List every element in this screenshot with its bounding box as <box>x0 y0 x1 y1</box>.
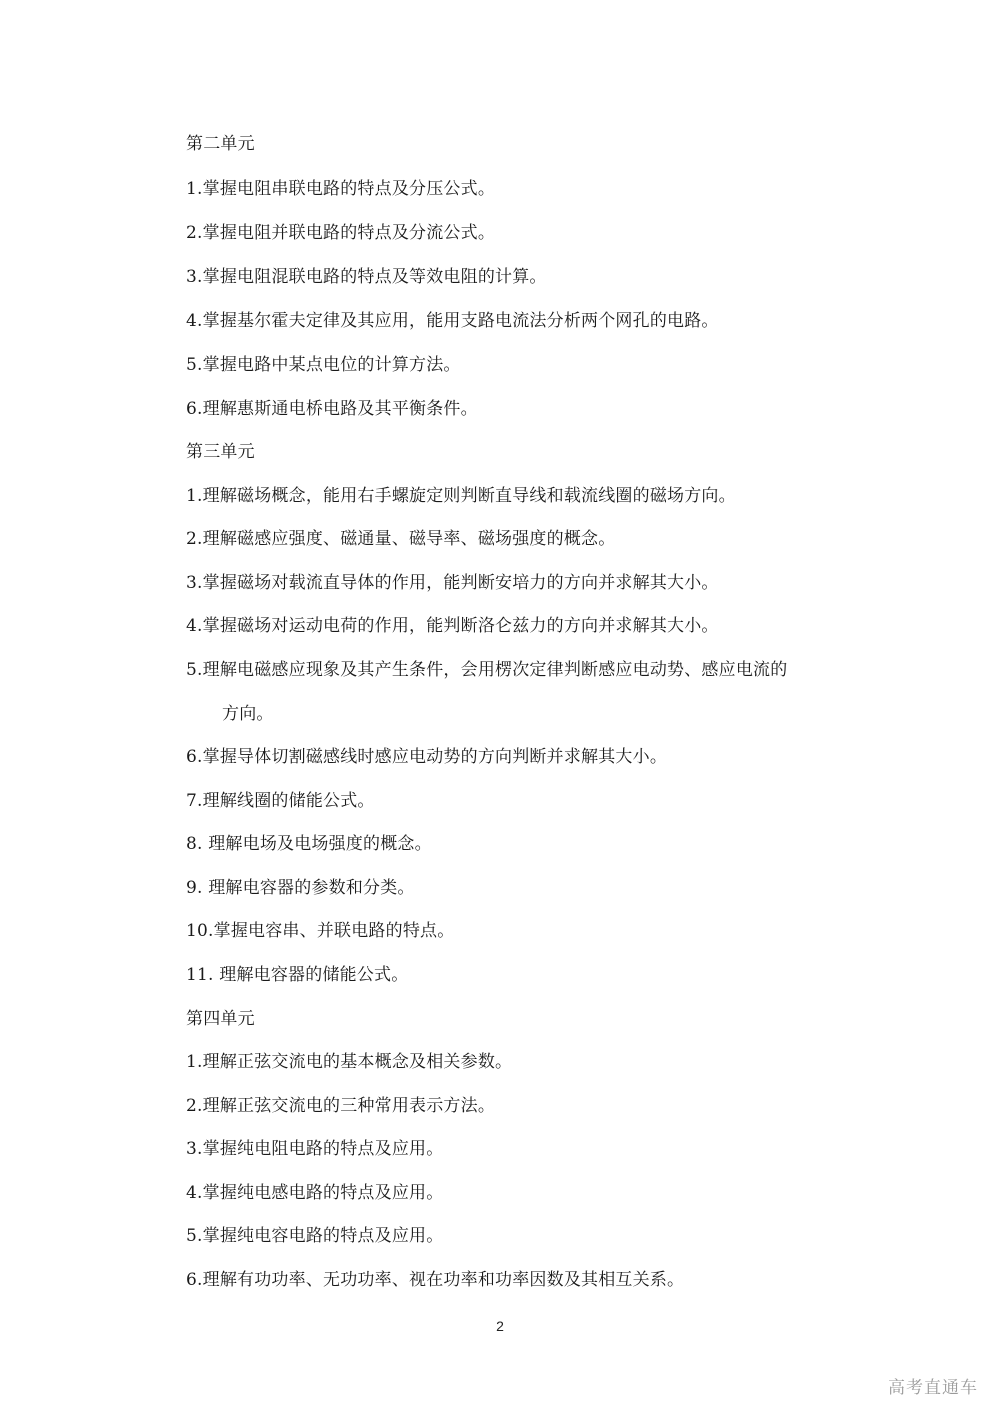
list-item: 5.掌握电路中某点电位的计算方法。 <box>186 355 461 375</box>
watermark: 高考直通车 <box>888 1378 978 1398</box>
list-item-continuation: 方向。 <box>222 704 274 724</box>
list-item: 4.掌握纯电感电路的特点及应用。 <box>186 1183 444 1203</box>
list-item: 2.掌握电阻并联电路的特点及分流公式。 <box>186 223 496 243</box>
list-item: 6.理解惠斯通电桥电路及其平衡条件。 <box>186 399 478 419</box>
list-item: 11. 理解电容器的储能公式。 <box>186 965 409 985</box>
list-item: 1.理解磁场概念，能用右手螺旋定则判断直导线和载流线圈的磁场方向。 <box>186 486 736 506</box>
list-item: 3.掌握电阻混联电路的特点及等效电阻的计算。 <box>186 267 547 287</box>
list-item: 1.理解正弦交流电的基本概念及相关参数。 <box>186 1052 513 1072</box>
list-item: 10.掌握电容串、并联电路的特点。 <box>186 921 455 941</box>
list-item: 5.理解电磁感应现象及其产生条件，会用楞次定律判断感应电动势、感应电流的 <box>186 660 788 680</box>
list-item: 1.掌握电阻串联电路的特点及分压公式。 <box>186 179 496 199</box>
list-item: 2.理解正弦交流电的三种常用表示方法。 <box>186 1096 496 1116</box>
list-item: 6.理解有功功率、无功功率、视在功率和功率因数及其相互关系。 <box>186 1270 685 1290</box>
section-heading: 第四单元 <box>186 1009 255 1029</box>
section-heading: 第三单元 <box>186 442 255 462</box>
section-heading: 第二单元 <box>186 134 255 154</box>
list-item: 9. 理解电容器的参数和分类。 <box>186 878 415 898</box>
list-item: 7.理解线圈的储能公式。 <box>186 791 375 811</box>
list-item: 3.掌握磁场对载流直导体的作用，能判断安培力的方向并求解其大小。 <box>186 573 719 593</box>
list-item: 8. 理解电场及电场强度的概念。 <box>186 834 432 854</box>
page-number: 2 <box>496 1318 504 1334</box>
list-item: 4.掌握磁场对运动电荷的作用，能判断洛仑兹力的方向并求解其大小。 <box>186 616 719 636</box>
list-item: 3.掌握纯电阻电路的特点及应用。 <box>186 1139 444 1159</box>
list-item: 6.掌握导体切割磁感线时感应电动势的方向判断并求解其大小。 <box>186 747 668 767</box>
list-item: 5.掌握纯电容电路的特点及应用。 <box>186 1226 444 1246</box>
list-item: 2.理解磁感应强度、磁通量、磁导率、磁场强度的概念。 <box>186 529 616 549</box>
list-item: 4.掌握基尔霍夫定律及其应用，能用支路电流法分析两个网孔的电路。 <box>186 311 719 331</box>
